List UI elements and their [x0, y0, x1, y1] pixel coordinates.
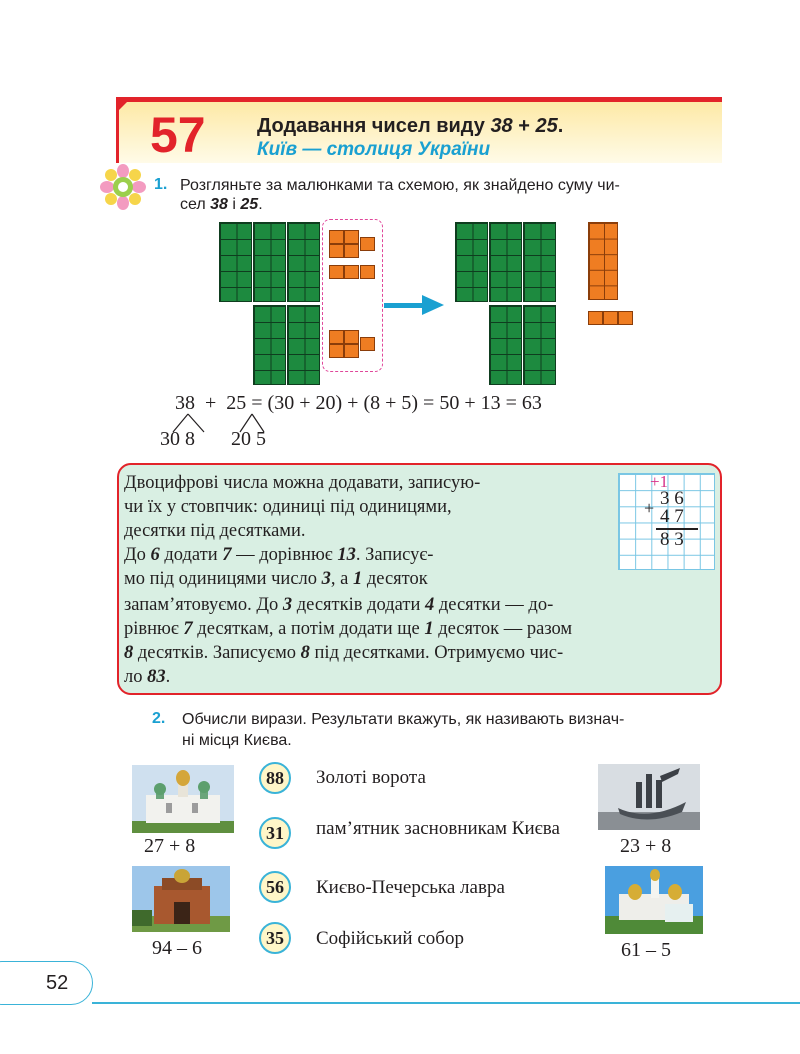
- unit-block: [588, 311, 603, 325]
- expression-1: 27 + 8: [144, 835, 196, 857]
- place-name: Софійський собор: [316, 928, 464, 949]
- ten-block: [253, 222, 286, 302]
- rule-line: мо під одиницями число 3, а 1 десяток: [124, 569, 428, 589]
- flower-icon: [100, 164, 146, 210]
- lesson-title: Додавання чисел виду 38 + 25.: [257, 115, 564, 137]
- ten-block: [489, 222, 522, 302]
- title-number-a: 38: [490, 115, 513, 137]
- page-number: 52: [46, 972, 69, 994]
- rule-line: чи їх у стовпчик: одиниці під одиницями,: [124, 497, 452, 517]
- task-2-text-line1: Обчисли вирази. Результати вкажуть, як називають визнач-: [182, 711, 625, 728]
- decomposition-38: 30 8: [160, 428, 195, 450]
- addend-1: 3 6: [660, 488, 684, 509]
- rule-line: запам’ятовуємо. До 3 десятків додати 4 десятки — до-: [124, 595, 554, 615]
- rule-line: десятки під десятками.: [124, 521, 306, 541]
- equation: 38 + 25 = (30 + 20) + (8 + 5) = 50 + 13 = 63: [175, 392, 542, 414]
- place-name: Києво-Печерська лавра: [316, 877, 505, 898]
- lavra-photo: [605, 866, 703, 934]
- ten-block: [287, 222, 320, 302]
- lesson-subtitle: Київ — столиця України: [257, 139, 491, 160]
- sum-result: 8 3: [660, 529, 684, 550]
- rule-line: Двоцифрові числа можна додавати, записую-: [124, 473, 481, 493]
- rule-line: ло 83.: [124, 667, 171, 687]
- ten-units-block: [588, 222, 618, 300]
- ten-block: [219, 222, 252, 302]
- expression-4: 61 – 5: [621, 939, 671, 961]
- plus-sign: +: [644, 498, 655, 518]
- addend-2: 4 7: [660, 506, 684, 527]
- rule-line: рівнює 7 десяткам, а потім додати ще 1 десяток — разом: [124, 619, 573, 639]
- ten-block: [455, 222, 488, 302]
- ten-block: [523, 305, 556, 385]
- units-highlight-frame: [322, 219, 383, 372]
- unit-block: [603, 311, 618, 325]
- place-name: пам’ятник засновникам Києва: [316, 818, 560, 839]
- carry-mark: +1: [650, 472, 669, 491]
- task-1-text-line1: Розгляньте за малюнками та схемою, як знайдено суму чи-: [180, 177, 620, 194]
- answer-circle: 35: [259, 922, 291, 954]
- ten-block: [523, 222, 556, 302]
- task-2-text-line2: ні місця Києва.: [182, 732, 292, 749]
- answer-circle: 88: [259, 762, 291, 794]
- ten-block: [489, 305, 522, 385]
- expression-3: 23 + 8: [620, 835, 672, 857]
- place-name: Золоті ворота: [316, 767, 426, 788]
- task-1-text-line2: сел 38 і 25.: [180, 196, 263, 213]
- ten-block: [253, 305, 286, 385]
- bottom-rule: [92, 1002, 800, 1004]
- task-1-number: 1.: [154, 176, 168, 193]
- task-2-number: 2.: [152, 710, 166, 727]
- sofia-cathedral-photo: [132, 765, 234, 833]
- answer-circle: 56: [259, 871, 291, 903]
- rule-line: 8 десятків. Записуємо 8 під десятками. Отримуємо чис-: [124, 643, 564, 663]
- rule-line: До 6 додати 7 — дорівнює 13. Записує-: [124, 545, 434, 565]
- expression-2: 94 – 6: [152, 937, 202, 959]
- ten-block: [287, 305, 320, 385]
- title-number-b: 25: [535, 115, 558, 137]
- answer-circle: 31: [259, 817, 291, 849]
- right-arrow-icon: [384, 293, 446, 317]
- decomposition-25: 20 5: [231, 428, 266, 450]
- unit-block: [618, 311, 633, 325]
- founders-monument-photo: [598, 764, 700, 830]
- golden-gate-photo: [132, 866, 230, 932]
- lesson-number: 57: [150, 107, 206, 163]
